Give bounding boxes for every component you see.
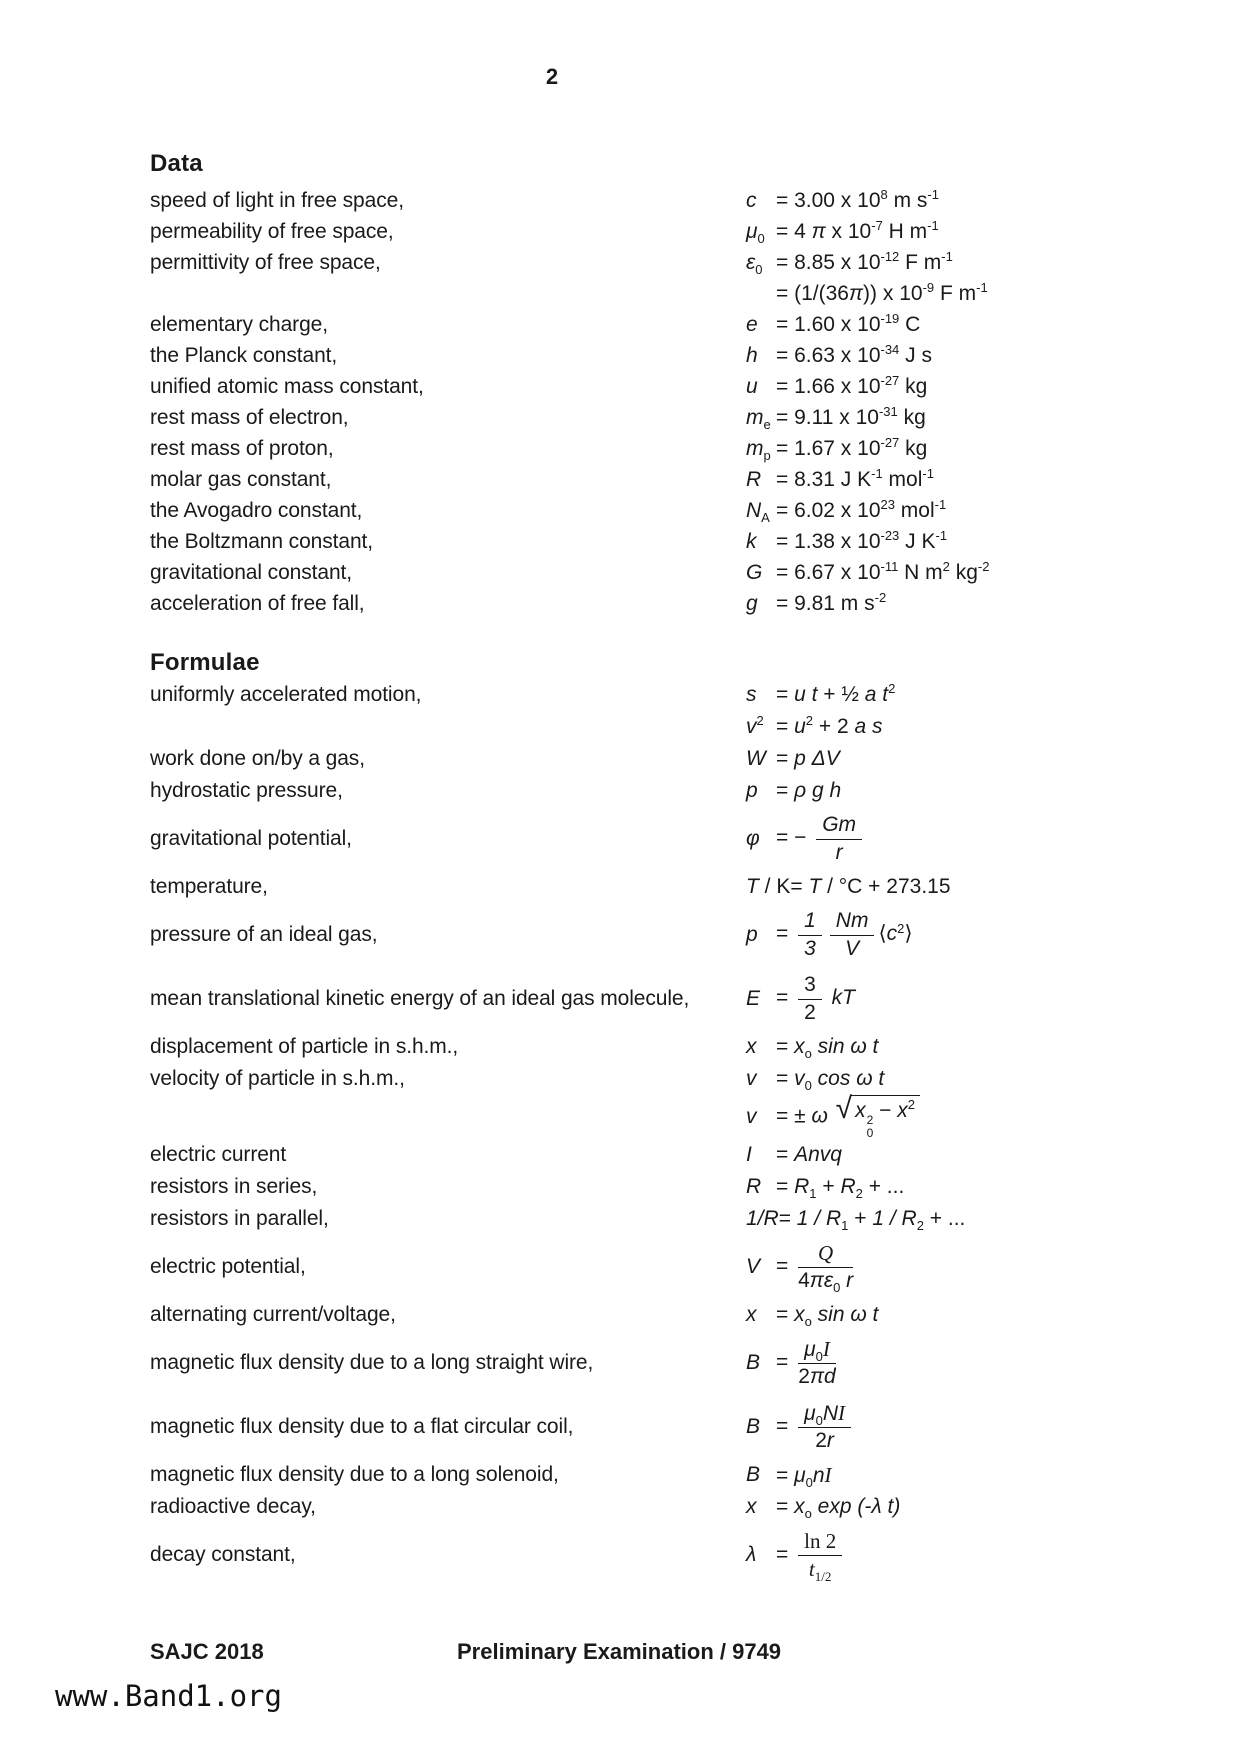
row-label: magnetic flux density due to a long solenoid, [150,1463,559,1487]
row-formula: B = $\frac{\mu_0NI}{2r}$ [746,1401,1239,1453]
data-row [150,557,1239,588]
row-formula: k = 1.38 x $10^{-23}$ J $K^{-1}$ [746,527,948,553]
row-label: alternating current/voltage, [150,1303,396,1327]
row-label: magnetic flux density due to a flat circular coil, [150,1415,574,1439]
row-formula: V = $\frac{Q}{4\pi\varepsilon_0 r}$ [746,1241,854,1296]
data-row [150,588,1239,619]
formula-row [150,1203,1239,1235]
data-row [150,216,1239,247]
row-formula: $v^2$ = $u^2 + 2$ a s [746,713,883,738]
row-label: unified atomic mass constant, [150,374,424,398]
row-formula: x = $x_o$ sin ω t [746,1035,879,1061]
row-label: the Avogadro constant, [150,498,363,522]
row-formula: v = ± ω √ x 2 0 − $x^2$ [746,1095,1239,1139]
row-label: rest mass of electron, [150,405,349,429]
formula-row [150,711,1239,743]
data-row [150,371,1239,402]
row-label: velocity of particle in s.h.m., [150,1067,405,1090]
row-label: rest mass of proton, [150,436,334,460]
row-label: the Boltzmann constant, [150,529,373,553]
row-label: displacement of particle in s.h.m., [150,1035,459,1058]
row-label: pressure of an ideal gas, [150,923,378,946]
row-formula: R = 8.31 J $K^{-1}$ mol$^{-1}$ [746,465,934,491]
formula-row [150,1171,1239,1203]
page-number: 2 [545,64,559,89]
row-formula: e = 1.60 x $10^{-19}$ C [746,310,921,336]
formula-row [150,1299,1239,1331]
data-section-heading: Data [150,150,203,177]
row-formula: B = $\mu_0nI$ [746,1462,832,1490]
row-formula: p = ρ g h [746,779,842,802]
footer [150,1639,1239,1665]
row-label: the Planck constant, [150,343,338,367]
row-label: resistors in parallel, [150,1207,329,1231]
row-formula: λ = $\frac{\ln 2}{t_{1/2}}$ [746,1529,1239,1582]
row-formula: φ = − $\frac{Gm}{r}$ [746,813,1239,864]
formula-row [150,1235,1239,1299]
data-row [150,247,1239,278]
row-formula: c = 3.00 x $10^8$ m $s^{-1}$ [746,186,939,212]
row-label: gravitational potential, [150,827,352,850]
formula-row [150,1139,1239,1171]
row-label: uniformly accelerated motion, [150,683,422,706]
row-label: elementary charge, [150,312,328,336]
data-row [150,309,1239,340]
row-formula: = (1/(36π)) x $10^{-9}$ F $m^{-1}$ [776,279,988,305]
row-label: decay constant, [150,1543,296,1567]
formula-rows [150,679,1239,1587]
row-formula: x = $x_o$ sin ω t [746,1303,879,1330]
data-row [150,340,1239,371]
row-formula: p = $\frac{1}{3}$ $\frac{Nm}{V}$ $⟨c^2⟩$ [746,909,913,960]
row-label: molar gas constant, [150,467,332,491]
row-label: mean translational kinetic energy of an ideal gas molecule, [150,987,690,1010]
row-formula: v = $v_0$ cos ω t [746,1067,885,1093]
data-row [150,402,1239,433]
footer-school-year: SAJC 2018 [150,1639,264,1665]
formula-row [150,1031,1239,1063]
data-row [150,278,1239,309]
row-formula: I = Anvq [746,1143,842,1167]
row-formula: E = $\frac{3}{2}$ kT [746,973,855,1024]
data-row [150,185,1239,216]
row-formula: g = 9.81 m $s^{-2}$ [746,589,887,615]
data-row [150,433,1239,464]
row-formula: G = 6.67 x $10^{-11}$ N $m^2$ $kg^{-2}$ [746,558,990,584]
formula-row [150,679,1239,711]
formula-row [150,1063,1239,1095]
row-formula: W = p ΔV [746,747,840,770]
formula-row [150,1331,1239,1395]
page-content [0,150,1239,1665]
formula-row [150,967,1239,1031]
formula-row [150,903,1239,967]
formula-row [150,871,1239,903]
row-label: radioactive decay, [150,1495,316,1519]
row-formula: B = $\frac{\mu_0I}{2\pi d}$ [746,1337,836,1389]
formula-row [150,1092,1239,1140]
row-label: electric current [150,1143,287,1167]
row-label: resistors in series, [150,1175,318,1199]
row-formula: s = u t + ½ a $t^2$ [746,681,896,706]
formula-row [150,743,1239,775]
row-formula: $N_A$ = 6.02 x $10^{23}$ mol$^{-1}$ [746,496,947,525]
row-label: hydrostatic pressure, [150,779,343,802]
row-formula: 1/R = $1 / R_1 + 1 / R_2$ + ... [746,1207,966,1234]
data-rows [150,185,1239,619]
formula-row [150,1459,1239,1491]
row-formula: x = $x_o$ exp (-λ t) [746,1495,901,1522]
row-label: permittivity of free space, [150,250,381,274]
data-row [150,464,1239,495]
footer-exam-title: Preliminary Examination / 9749 [457,1639,782,1665]
row-formula: u = 1.66 x $10^{-27}$ kg [746,372,928,398]
formula-row [150,1395,1239,1459]
formulae-section-heading: Formulae [150,649,260,676]
row-formula: $\mu_0$ = 4 π x $10^{-7}$ H $m^{-1}$ [746,217,939,246]
formula-row [150,807,1239,871]
row-label: work done on/by a gas, [150,747,365,770]
row-label: magnetic flux density due to a long straight wire, [150,1351,594,1375]
row-label: permeability of free space, [150,219,394,243]
data-row [150,526,1239,557]
data-row [150,495,1239,526]
row-label: acceleration of free fall, [150,591,365,615]
row-label: speed of light in free space, [150,188,404,212]
watermark-url: www.Band1.org [55,1679,282,1714]
row-formula: T / K = T / °C + 273.15 [746,875,951,898]
row-formula: R = $R_1 + R_2$ + ... [746,1175,905,1202]
formula-row [150,1491,1239,1523]
row-formula: $m_e$ = 9.11 x $10^{-31}$ kg [746,403,926,432]
row-formula: $m_p$ = 1.67 x $10^{-27}$ kg [746,434,928,463]
row-formula: $\varepsilon_0$ = 8.85 x $10^{-12}$ F $m^{-1}$ [746,248,953,277]
row-label: electric potential, [150,1255,306,1279]
row-formula: h = 6.63 x $10^{-34}$ J s [746,341,932,367]
row-label: temperature, [150,875,268,898]
row-label: gravitational constant, [150,560,352,584]
formula-row [150,1523,1239,1587]
formula-row [150,775,1239,807]
